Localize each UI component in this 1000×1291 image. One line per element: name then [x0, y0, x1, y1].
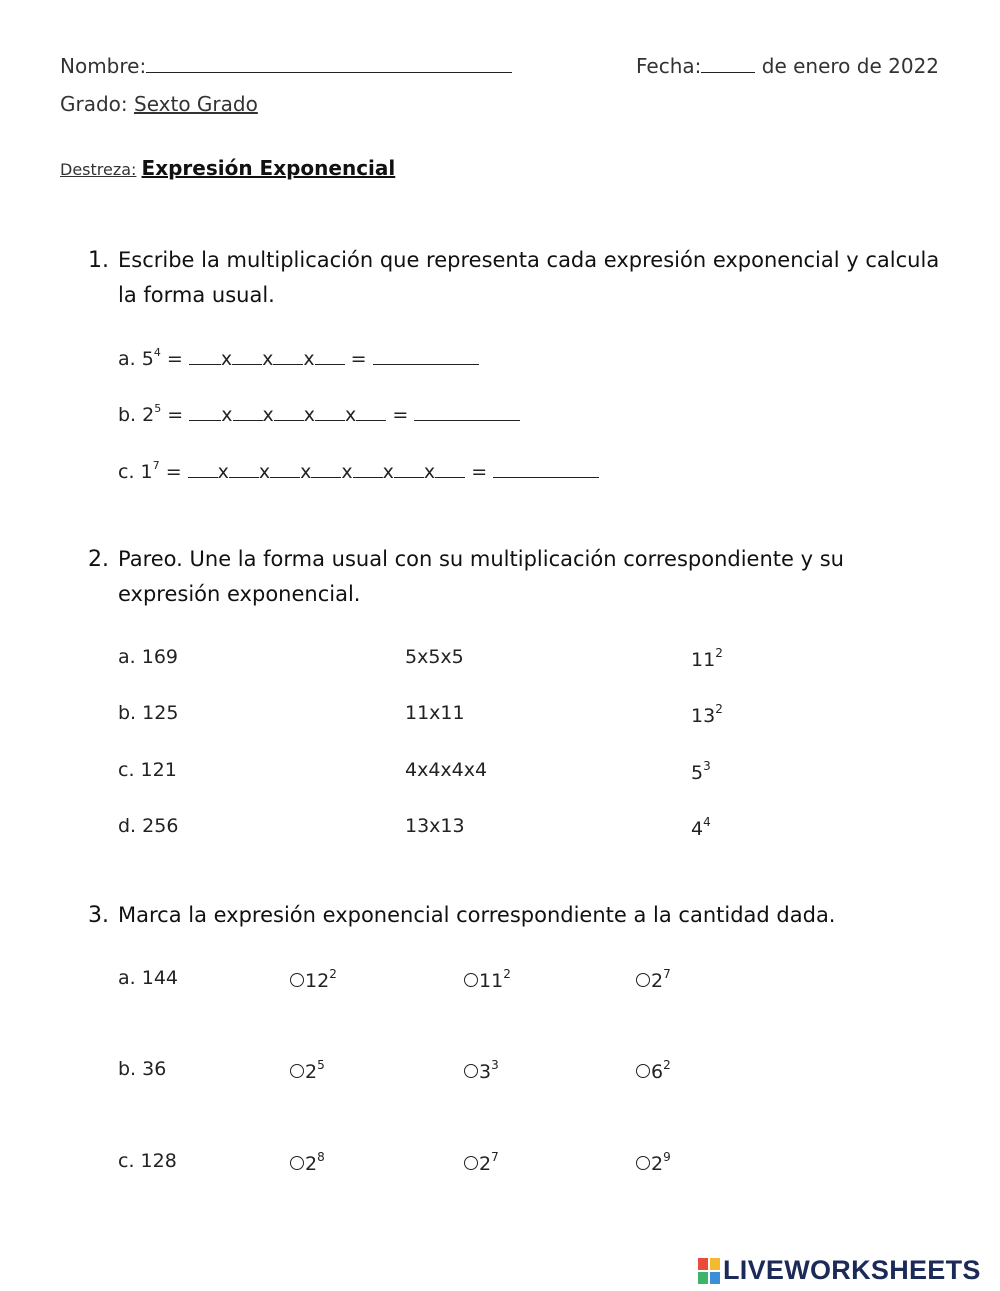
q1-item-letter: b. — [118, 404, 137, 426]
radio-circle-icon[interactable] — [464, 1064, 478, 1078]
exp-base: 5 — [691, 762, 704, 784]
grade-label: Grado: — [60, 92, 128, 116]
times-sign: x — [303, 348, 315, 370]
usual-value: 125 — [142, 702, 179, 724]
equals-sign: = — [166, 348, 183, 370]
radio-circle-icon[interactable] — [636, 1156, 650, 1170]
option-exp: 2 — [503, 967, 511, 981]
times-sign: x — [221, 404, 233, 426]
factor-input[interactable] — [353, 461, 383, 478]
factor-input[interactable] — [311, 461, 341, 478]
factor-input[interactable] — [274, 404, 304, 421]
times-sign: x — [382, 461, 394, 483]
q2-exp-d[interactable] — [691, 815, 711, 840]
factor-input[interactable] — [188, 461, 218, 478]
option-base: 6 — [651, 1061, 664, 1083]
row-letter: c. — [118, 759, 135, 781]
times-sign: x — [217, 461, 229, 483]
factor-input[interactable] — [394, 461, 424, 478]
row-letter: a. — [118, 646, 136, 668]
option-exp: 8 — [317, 1150, 325, 1164]
usual-value: 256 — [142, 815, 179, 837]
radio-circle-icon[interactable] — [290, 973, 304, 987]
given-value: 144 — [141, 967, 178, 989]
q1-prompt-line2: la forma usual. — [118, 283, 275, 307]
q3-a-option-2[interactable] — [464, 967, 511, 992]
q1-item-b — [118, 402, 520, 426]
option-exp: 9 — [663, 1150, 671, 1164]
exp-power: 2 — [715, 702, 723, 716]
usual-value: 169 — [141, 646, 178, 668]
row-letter: c. — [118, 1150, 135, 1172]
equals-sign: = — [165, 461, 182, 483]
option-base: 2 — [305, 1153, 318, 1175]
factor-input[interactable] — [315, 404, 345, 421]
result-input[interactable] — [373, 348, 479, 365]
row-letter: a. — [118, 967, 136, 989]
factor-input[interactable] — [232, 348, 262, 365]
equals-sign: = — [167, 404, 184, 426]
q3-prompt: Marca la expresión exponencial correspondiente a la cantidad dada. — [118, 903, 836, 927]
times-sign: x — [262, 404, 274, 426]
q2-exp-b[interactable] — [691, 702, 723, 727]
times-sign: x — [262, 348, 274, 370]
q3-b-option-1[interactable] — [290, 1058, 325, 1083]
q3-a-option-1[interactable] — [290, 967, 337, 992]
factor-input[interactable] — [356, 404, 386, 421]
date-label: Fecha: — [636, 54, 702, 78]
times-sign: x — [341, 461, 353, 483]
date-day-input[interactable] — [701, 56, 755, 73]
option-exp: 7 — [663, 967, 671, 981]
row-letter: b. — [118, 1058, 137, 1080]
option-base: 3 — [479, 1061, 492, 1083]
times-sign: x — [258, 461, 271, 483]
factor-input[interactable] — [189, 404, 221, 421]
equals-sign: = — [392, 404, 409, 426]
q3-c-option-2[interactable] — [464, 1150, 499, 1175]
name-input[interactable] — [146, 56, 512, 73]
q2-usual-a[interactable] — [118, 646, 178, 668]
factor-input[interactable] — [189, 348, 221, 365]
q1-item-a — [118, 346, 479, 370]
row-letter: b. — [118, 702, 137, 724]
q1-item-c — [118, 459, 599, 483]
factor-input[interactable] — [435, 461, 465, 478]
option-exp: 5 — [317, 1058, 325, 1072]
option-base: 11 — [479, 970, 504, 992]
radio-circle-icon[interactable] — [464, 1156, 478, 1170]
q2-mult-d[interactable]: 13x13 — [405, 815, 465, 837]
q2-exp-c[interactable] — [691, 759, 711, 784]
q1-item-exp: 4 — [153, 346, 161, 359]
radio-circle-icon[interactable] — [290, 1156, 304, 1170]
q1-item-exp: 5 — [154, 402, 162, 415]
liveworksheets-logo-icon — [698, 1258, 720, 1284]
factor-input[interactable] — [229, 461, 259, 478]
times-sign: x — [345, 404, 357, 426]
name-field — [60, 54, 512, 78]
q3-row-b-label — [118, 1058, 166, 1080]
times-sign: x — [303, 404, 316, 426]
option-base: 2 — [651, 970, 664, 992]
factor-input[interactable] — [273, 348, 303, 365]
q2-prompt-line1: Pareo. Une la forma usual con su multiplicación correspondiente y su — [118, 547, 844, 571]
q2-mult-b[interactable]: 11x11 — [405, 702, 465, 724]
q2-prompt-line2: expresión exponencial. — [118, 582, 361, 606]
q1-item-base: 1 — [140, 461, 153, 483]
radio-circle-icon[interactable] — [464, 973, 478, 987]
times-sign: x — [220, 348, 233, 370]
exp-base: 11 — [691, 649, 716, 671]
q1-item-exp: 7 — [152, 459, 160, 472]
exp-base: 13 — [691, 705, 716, 727]
exp-base: 4 — [691, 818, 704, 840]
skill-value: Expresión Exponencial — [141, 156, 396, 180]
option-base: 12 — [305, 970, 330, 992]
q3-a-option-3[interactable] — [636, 967, 671, 992]
given-value: 36 — [142, 1058, 167, 1080]
q2-usual-d[interactable] — [118, 815, 178, 837]
times-sign: x — [423, 461, 436, 483]
grade-field — [60, 92, 258, 116]
brand-name: LIVEWORKSHEETS — [723, 1255, 981, 1285]
q3-number: 3. — [88, 903, 109, 928]
skill-label: Destreza: — [60, 160, 137, 179]
date-text: de enero de 2022 — [761, 54, 940, 78]
equals-sign: = — [350, 348, 367, 370]
factor-input[interactable] — [315, 348, 345, 365]
q2-usual-c[interactable] — [118, 759, 177, 781]
result-input[interactable] — [493, 461, 599, 478]
q1-item-letter: c. — [118, 461, 135, 483]
result-input[interactable] — [414, 404, 520, 421]
option-exp: 3 — [491, 1058, 499, 1072]
q3-b-option-2[interactable] — [464, 1058, 499, 1083]
q2-usual-b[interactable] — [118, 702, 178, 724]
q2-mult-c[interactable]: 4x4x4x4 — [405, 759, 488, 781]
q2-exp-a[interactable] — [691, 646, 723, 671]
exp-power: 4 — [703, 815, 711, 829]
factor-input[interactable] — [270, 461, 300, 478]
grade-value: Sexto Grado — [134, 92, 258, 116]
q1-item-base: 2 — [142, 404, 155, 426]
q3-b-option-3[interactable] — [636, 1058, 671, 1083]
option-base: 2 — [651, 1153, 664, 1175]
row-letter: d. — [118, 815, 137, 837]
q1-prompt-line1: Escribe la multiplicación que representa cada expresión exponencial y calcula — [118, 248, 940, 272]
q3-row-c-label — [118, 1150, 177, 1172]
q2-mult-a[interactable]: 5x5x5 — [405, 646, 464, 668]
q3-c-option-1[interactable] — [290, 1150, 325, 1175]
q1-item-base: 5 — [141, 348, 154, 370]
given-value: 128 — [140, 1150, 177, 1172]
radio-circle-icon[interactable] — [636, 1064, 650, 1078]
radio-circle-icon[interactable] — [290, 1064, 304, 1078]
times-sign: x — [300, 461, 312, 483]
q1-number: 1. — [88, 248, 109, 273]
factor-input[interactable] — [233, 404, 263, 421]
q1-item-letter: a. — [118, 348, 136, 370]
name-label: Nombre: — [60, 54, 147, 78]
q3-row-a-label — [118, 967, 178, 989]
exp-power: 2 — [715, 646, 723, 660]
option-base: 2 — [305, 1061, 318, 1083]
radio-circle-icon[interactable] — [636, 973, 650, 987]
equals-sign: = — [471, 461, 488, 483]
option-exp: 7 — [491, 1150, 499, 1164]
option-base: 2 — [479, 1153, 492, 1175]
exp-power: 3 — [703, 759, 711, 773]
option-exp: 2 — [329, 967, 337, 981]
q2-number: 2. — [88, 547, 109, 572]
date-field — [636, 54, 939, 78]
usual-value: 121 — [140, 759, 177, 781]
q3-c-option-3[interactable] — [636, 1150, 671, 1175]
option-exp: 2 — [663, 1058, 671, 1072]
skill-field — [60, 156, 395, 180]
